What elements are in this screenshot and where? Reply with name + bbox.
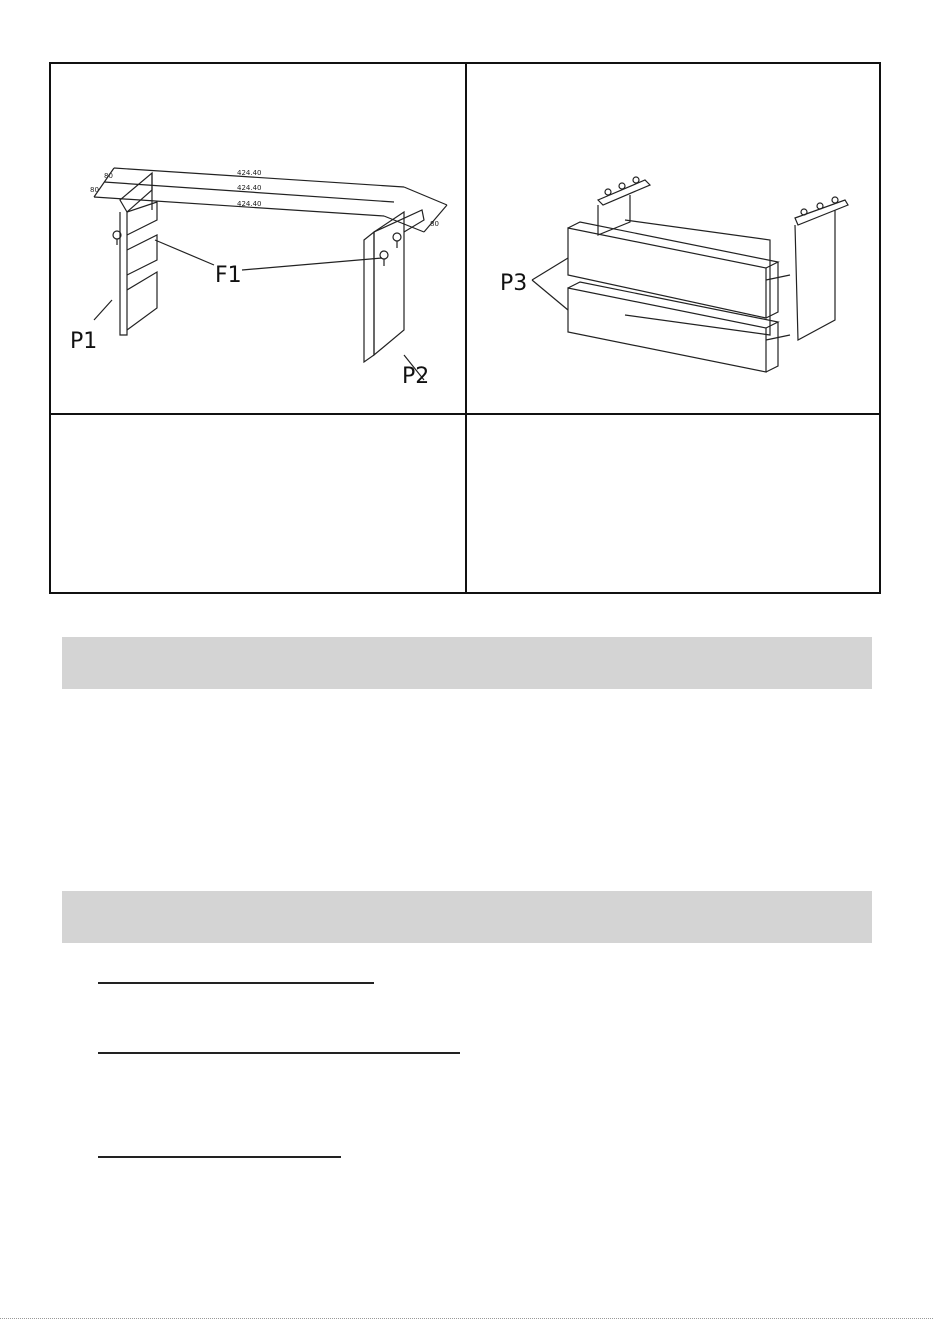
label-p2: P2 [402,364,430,389]
label-p1: P1 [70,329,98,354]
figure-drawer-assembly [470,140,875,405]
page-bottom-rule [0,1318,933,1320]
subheading-underline-1 [98,982,374,984]
label-p3: P3 [500,271,528,296]
table-divider-vertical [465,62,467,594]
section-header-bar-2 [62,891,872,943]
subheading-underline-3 [98,1156,341,1158]
dimension-label-2: 424.40 [237,184,262,192]
subheading-underline-2 [98,1052,460,1054]
table-divider-horizontal [49,413,881,415]
small-dimension-label-3: 80 [430,220,439,228]
figure-side-panels [52,140,462,405]
dimension-label-1: 424.40 [237,169,262,177]
label-f1: F1 [215,263,242,288]
small-dimension-label-1: 80 [90,186,99,194]
section-header-bar-1 [62,637,872,689]
dimension-label-3: 424.40 [237,200,262,208]
small-dimension-label-2: 80 [104,172,113,180]
